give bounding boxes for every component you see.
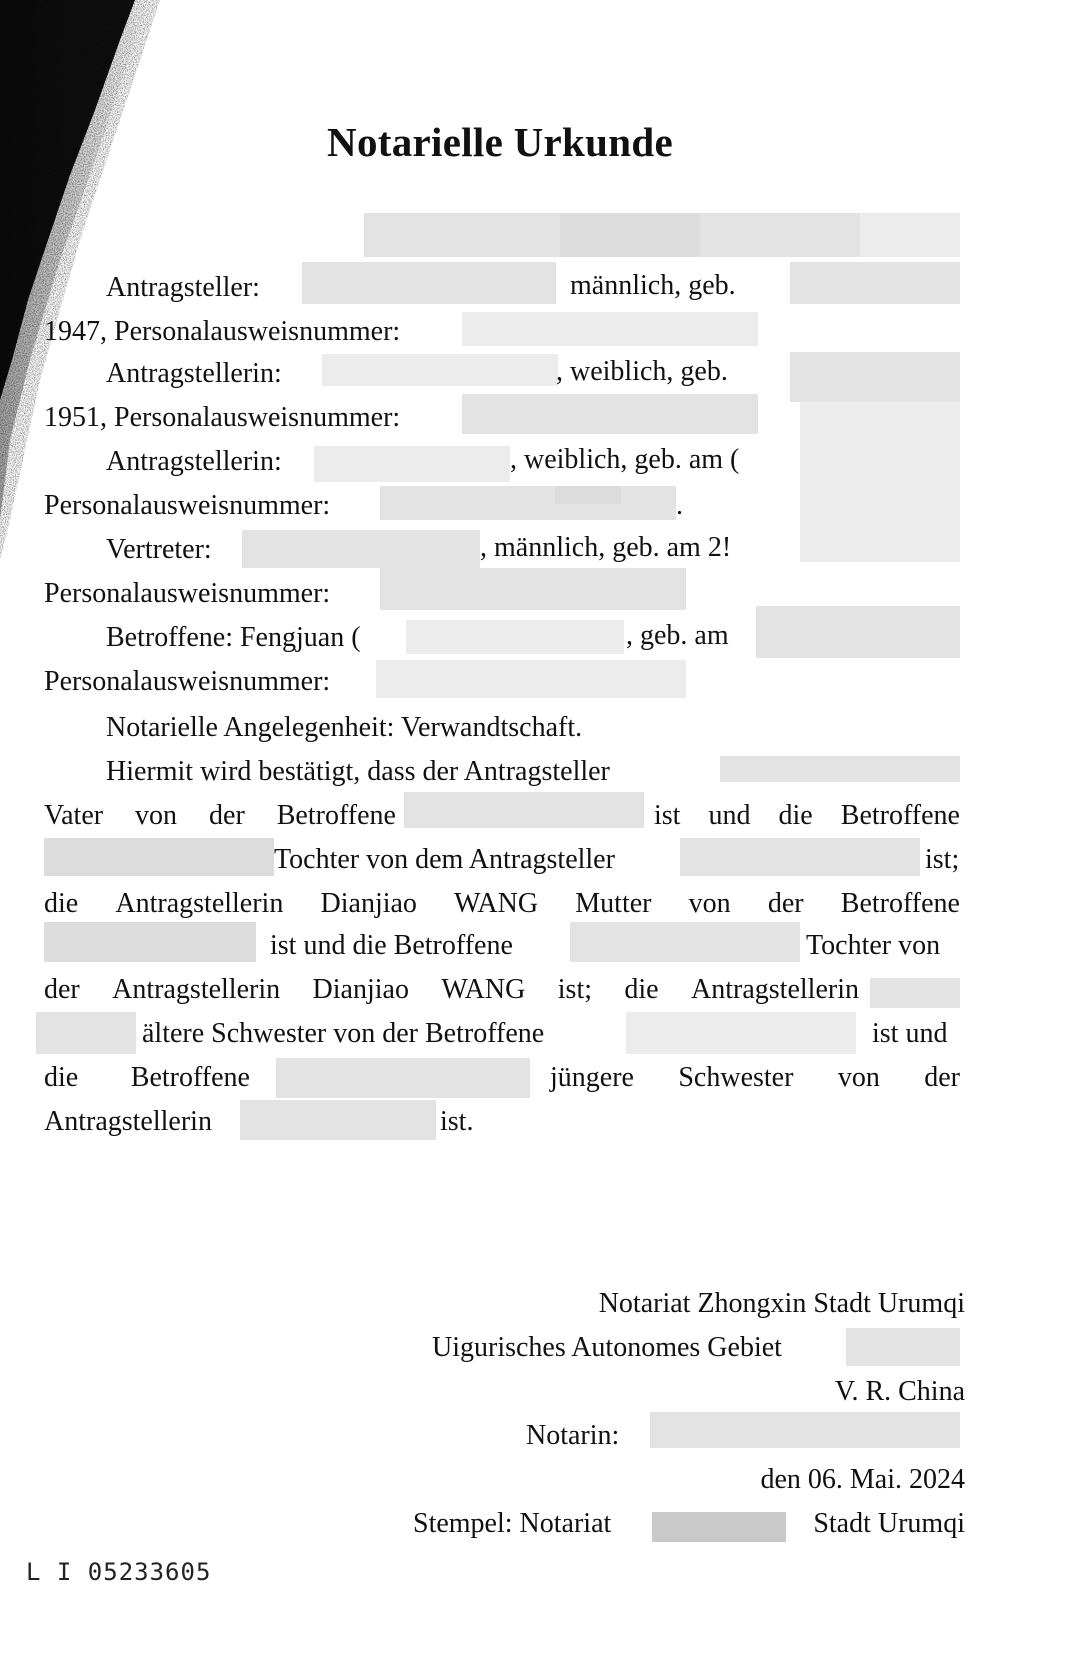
representative-id-label: Personalausweisnummer: xyxy=(44,578,331,609)
redacted-block xyxy=(322,354,558,386)
redacted-block xyxy=(380,486,676,520)
applicant-2-id-label: 1951, Personalausweisnummer: xyxy=(44,402,401,433)
applicant-2-text: , weiblich, geb. xyxy=(556,356,728,387)
redacted-block xyxy=(555,486,621,504)
redacted-block xyxy=(720,756,960,782)
redacted-block xyxy=(652,1512,786,1542)
redacted-block xyxy=(790,352,960,402)
redacted-block xyxy=(242,530,480,568)
applicant-3-text: , weiblich, geb. am ( xyxy=(510,444,740,475)
serial-number: L I 05233605 xyxy=(26,1558,212,1586)
redacted-block xyxy=(404,792,644,828)
representative-label: Vertreter: xyxy=(106,534,212,565)
statement-line-7b: ist und xyxy=(872,1018,948,1049)
statement-line-2a: Vater von der Betroffene xyxy=(44,800,396,831)
statement-line-4: die Antragstellerin Dianjiao WANG Mutter von der Betroffene xyxy=(44,888,960,919)
redacted-block xyxy=(680,838,920,876)
notary-office: Notariat Zhongxin Stadt Urumqi xyxy=(598,1288,965,1319)
affected-person-text: , geb. am xyxy=(626,620,729,651)
applicant-3-label: Antragstellerin: xyxy=(106,446,282,477)
applicant-1-text: männlich, geb. xyxy=(570,270,736,301)
affected-person-id-label: Personalausweisnummer: xyxy=(44,666,331,697)
redacted-block xyxy=(276,1058,530,1098)
country: V. R. China xyxy=(834,1376,965,1407)
document-title: Notarielle Urkunde xyxy=(327,119,673,165)
redacted-block xyxy=(800,402,960,562)
redacted-block xyxy=(870,978,960,1008)
redacted-block xyxy=(240,1100,436,1140)
applicant-3-id-label: Personalausweisnummer: xyxy=(44,490,331,521)
document-date: den 06. Mai. 2024 xyxy=(760,1464,965,1495)
statement-line-3b: ist; xyxy=(925,844,960,875)
redacted-block xyxy=(756,606,960,658)
redacted-block xyxy=(570,922,800,962)
redacted-block xyxy=(462,312,758,346)
stamp-city: Stadt Urumqi xyxy=(813,1508,965,1539)
statement-line-7a: ältere Schwester von der Betroffene xyxy=(142,1018,545,1049)
statement-line-3a: Tochter von dem Antragsteller xyxy=(274,844,615,875)
statement-line-6: der Antragstellerin Dianjiao WANG ist; die Antragstellerin xyxy=(44,974,859,1005)
statement-line-8b: jüngere Schwester von der xyxy=(550,1062,960,1093)
redacted-block xyxy=(406,620,624,654)
statement-line-1: Hiermit wird bestätigt, dass der Antragsteller xyxy=(106,756,610,787)
statement-line-2b: ist und die Betroffene xyxy=(654,800,960,831)
redacted-block xyxy=(44,838,274,876)
redacted-block xyxy=(302,262,556,304)
notary-label: Notarin: xyxy=(526,1420,620,1451)
redacted-block xyxy=(36,1012,136,1054)
statement-line-5b: Tochter von xyxy=(806,930,941,961)
region: Uigurisches Autonomes Gebiet xyxy=(432,1332,782,1363)
redacted-block xyxy=(560,213,700,257)
redacted-block xyxy=(650,1412,960,1448)
applicant-1-label: Antragsteller: xyxy=(106,272,260,303)
statement-line-5a: ist und die Betroffene xyxy=(270,930,513,961)
redacted-block xyxy=(462,394,758,434)
statement-line-8a: die Betroffene xyxy=(44,1062,250,1093)
redacted-block xyxy=(626,1012,856,1054)
redacted-block xyxy=(376,660,686,698)
redacted-block xyxy=(790,262,960,304)
applicant-1-id-label: 1947, Personalausweisnummer: xyxy=(44,316,401,347)
redacted-block xyxy=(846,1328,960,1366)
redacted-block xyxy=(380,568,686,610)
statement-line-9a: Antragstellerin xyxy=(44,1106,212,1137)
redacted-block xyxy=(44,922,256,962)
applicant-3-id-end: . xyxy=(676,490,683,521)
notarial-matter: Notarielle Angelegenheit: Verwandtschaft. xyxy=(106,712,583,743)
redacted-block xyxy=(860,213,960,257)
affected-person-label: Betroffene: Fengjuan ( xyxy=(106,622,361,653)
statement-line-9b: ist. xyxy=(440,1106,474,1137)
stamp-label: Stempel: Notariat xyxy=(413,1508,612,1539)
representative-text: , männlich, geb. am 2! xyxy=(480,532,732,563)
redacted-block xyxy=(314,446,510,482)
applicant-2-label: Antragstellerin: xyxy=(106,358,282,389)
